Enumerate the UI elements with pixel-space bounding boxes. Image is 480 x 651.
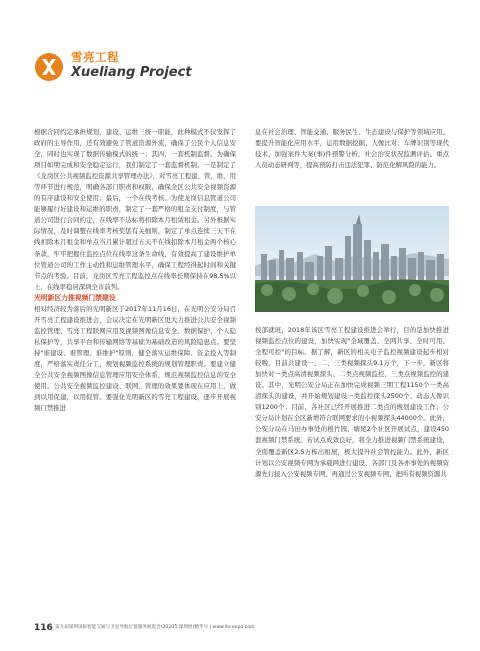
article-column-left	[34, 127, 236, 614]
page-footer	[34, 622, 454, 634]
page-number: 116	[34, 623, 53, 633]
journal-info: 第九届深圳国际智能交通与卫星导航位置服务展览会(2020年深圳展)精华号 | www.its-expo.com	[55, 625, 255, 630]
section-title-en: Xueliang Project	[71, 65, 192, 80]
article-column-right-bottom	[255, 325, 449, 615]
section-title-cn: 雪亮工程	[71, 50, 119, 64]
article-column-right-top	[255, 127, 449, 183]
article-paragraph: 根据合同约定承担规划、建设、运维三统一职能，此种模式不仅发挥了政府的主导作用，还有效避免了管道资源外流，确保了公民个人信息安全，同时也实现了数据传输模式的统一；其四，一套机制监督。为确保项目如期完成和安全稳定运行，我们制定了一套监督机制。一是制定了《龙岗区公共视频监控资源共享管理办法》，对雪亮工程建、管、维、用等环节进行规范，明确各部门职责和权限，确保全区公共安全视频资源的有序建设和安全使用；最后，一个在线考核。为使龙岗信息管道公司能够履行好建设和运维的职责，制定了一套严格的租金支付制度，与管道公司进行合同约定，在线率不达标将扣除本月租赁租金。另外根据实际情况，及时调整在线率考核奖惩有关细则，制定了单点连续三天不在线扣除本月租金和单点当月累计超过五天不在线扣除本月租金两个核心条款，牢牢把握住监控点位在线率这条生命线，有效提高了建设维护单位管道公司的工作主动性和运维管理水平，确保工程经得起时间和关键节点的考验。目前，龙岗区雪亮工程监控点在线率长期保持在98.5%以上，在线率稳居深圳全市前列。	[34, 128, 236, 291]
magazine-header	[34, 51, 234, 81]
city-skyline-photo	[255, 206, 449, 312]
x-logo-mark-icon	[34, 52, 64, 82]
article-subheading: 光明新区力推视频门禁建设	[34, 293, 116, 302]
article-paragraph: 息在社会治理、智能交通、服务民生、生态建设与保护等领域应用。要提升智能化应用水平，运用数据挖掘、人像比对、车牌识别等现代技术，加强案件大案(事)件预警分析，社会治安状况监测评估、重点人员动态研判等，提高预防打击违法犯罪、防范化解风险的能力。	[255, 128, 449, 170]
article-paragraph: 按部就班，2018年该区雪亮工程建设推进会举行，目的是加快推进视频监控点位的建设，加快实现"全域覆盖、全网共享、全时可用、全程可控"的目标。据了解，新区的相关电子监控视频建设起步相对较晚，目前共建设一、二、三类视频探头9.1万个，下一步，新区将加快对一类点高清视频探头、二类点视频监控、三类点视频监控的建设。其中，光明公安分局正在加快完成视频三期工程1150个一类高清探头的建设，并开始规划建设一类监控探头2500个、动态人像识别1200个；目前，各社区已经开展推进二类点的规划建设工作；公安分局计划在全区新增符合联网要求的小视频探头44000个。此外，公安分局在马田办事处的根竹园、塘尾2个社区开展试点，建设450套视频门禁系统。若试点成效良好，将全力推进视频门禁系统建设，全面覆盖新区2.5万栋出租屋，极大提升社会管控能力。此外，新区计划以公安视频专网为承载网进行建设，各部门及各亦事处的视频资源先行接入公安视频专网，再通过公安视频专网，把所有视频资源共	[255, 326, 449, 478]
article-paragraph: 相对经济较为落后的光明新区于2017年11月16日，在光明公安分局召开雪亮工程建设推进会，会议决定在光明新区更大力推进公共安全视频监控管理、雪亮工程联网应用及视频图像信息安全、数据保护、个人隐私保护等，共享平台和传输网络等基础为基础改造的风险隐患点。要坚持"谁建设、谁管理、谁维护"原则，健全落实运维保障、资金投入等制度，严格落实责任分工，规划视频监控系统的规划管理职责。要建立健全公共安全视频图像信息管理应用安全体系，规范视频监控信息的安全使用。公共安全视频监控建设、联网、管理的效果要体现在应用上，做到以用促建，以用促管。要强化光明新区的雪亮工程建设，逐步开展视频门禁推进	[34, 304, 236, 413]
